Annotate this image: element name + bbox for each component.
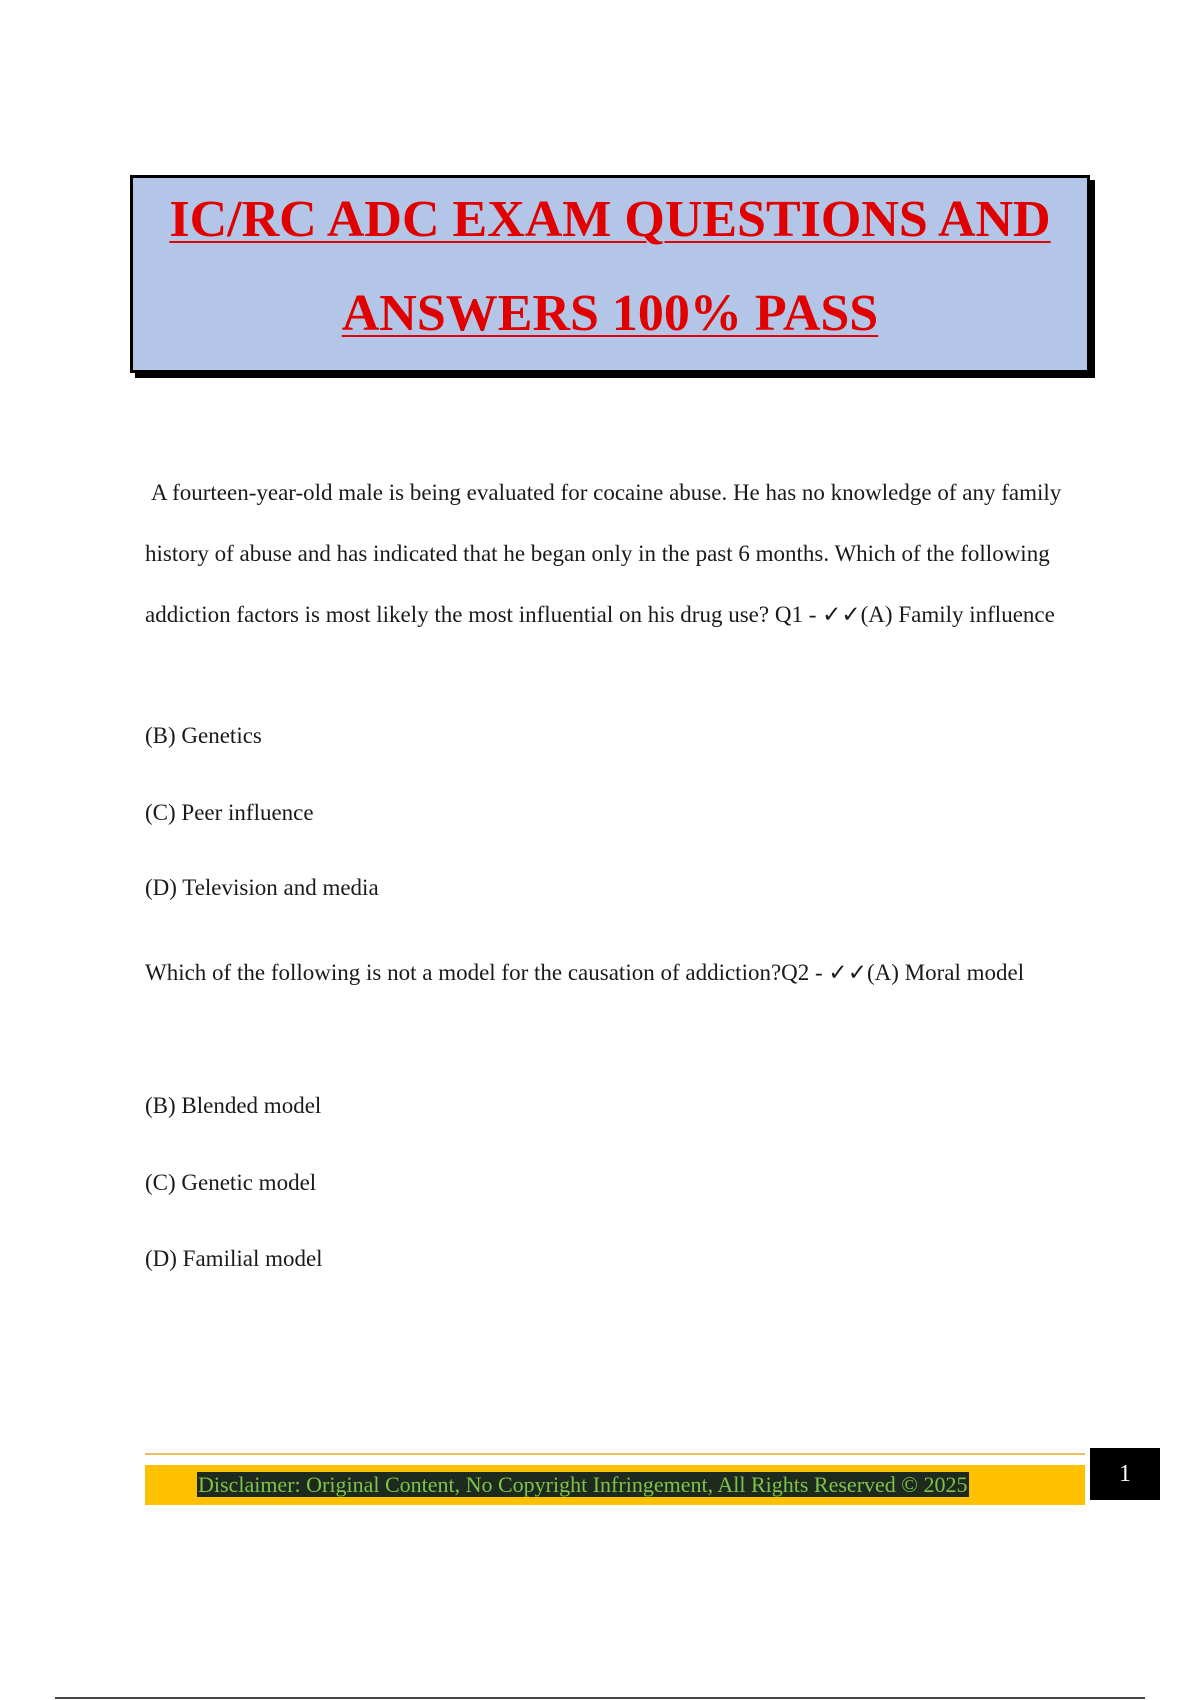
disclaimer-text: Disclaimer: Original Content, No Copyright Infringement, All Rights Reserved © 2025 xyxy=(198,1472,968,1497)
question-2-text: Which of the following is not a model for the causation of addiction?Q2 - ✓✓(A) Moral model xyxy=(145,960,1025,985)
question-1-text: A fourteen-year-old male is being evaluated for cocaine abuse. He has no knowledge of any family history of abuse and has indicated that he began only in the past 6 months. Which of the following addiction factors is most likely the most influential on his drug use? Q1 - ✓✓(A) Family influence xyxy=(145,480,1062,627)
question-1-option-d: (D) Television and media xyxy=(145,875,379,900)
footer-divider xyxy=(145,1453,1085,1455)
footer-bar xyxy=(145,1465,1085,1505)
question-2-option-c: (C) Genetic model xyxy=(145,1170,317,1195)
question-2-option-d: (D) Familial model xyxy=(145,1246,323,1271)
bottom-rule xyxy=(55,1697,1145,1699)
question-1-option-b: (B) Genetics xyxy=(145,723,262,748)
title-box xyxy=(130,175,1090,373)
question-1-option-c: (C) Peer influence xyxy=(145,800,314,825)
page-number: 1 xyxy=(1090,1448,1160,1500)
document-title-line-1: IC/RC ADC EXAM QUESTIONS AND xyxy=(169,191,1051,248)
document-title-line-2: ANSWERS 100% PASS xyxy=(341,285,879,342)
question-2-option-b: (B) Blended model xyxy=(145,1093,322,1118)
